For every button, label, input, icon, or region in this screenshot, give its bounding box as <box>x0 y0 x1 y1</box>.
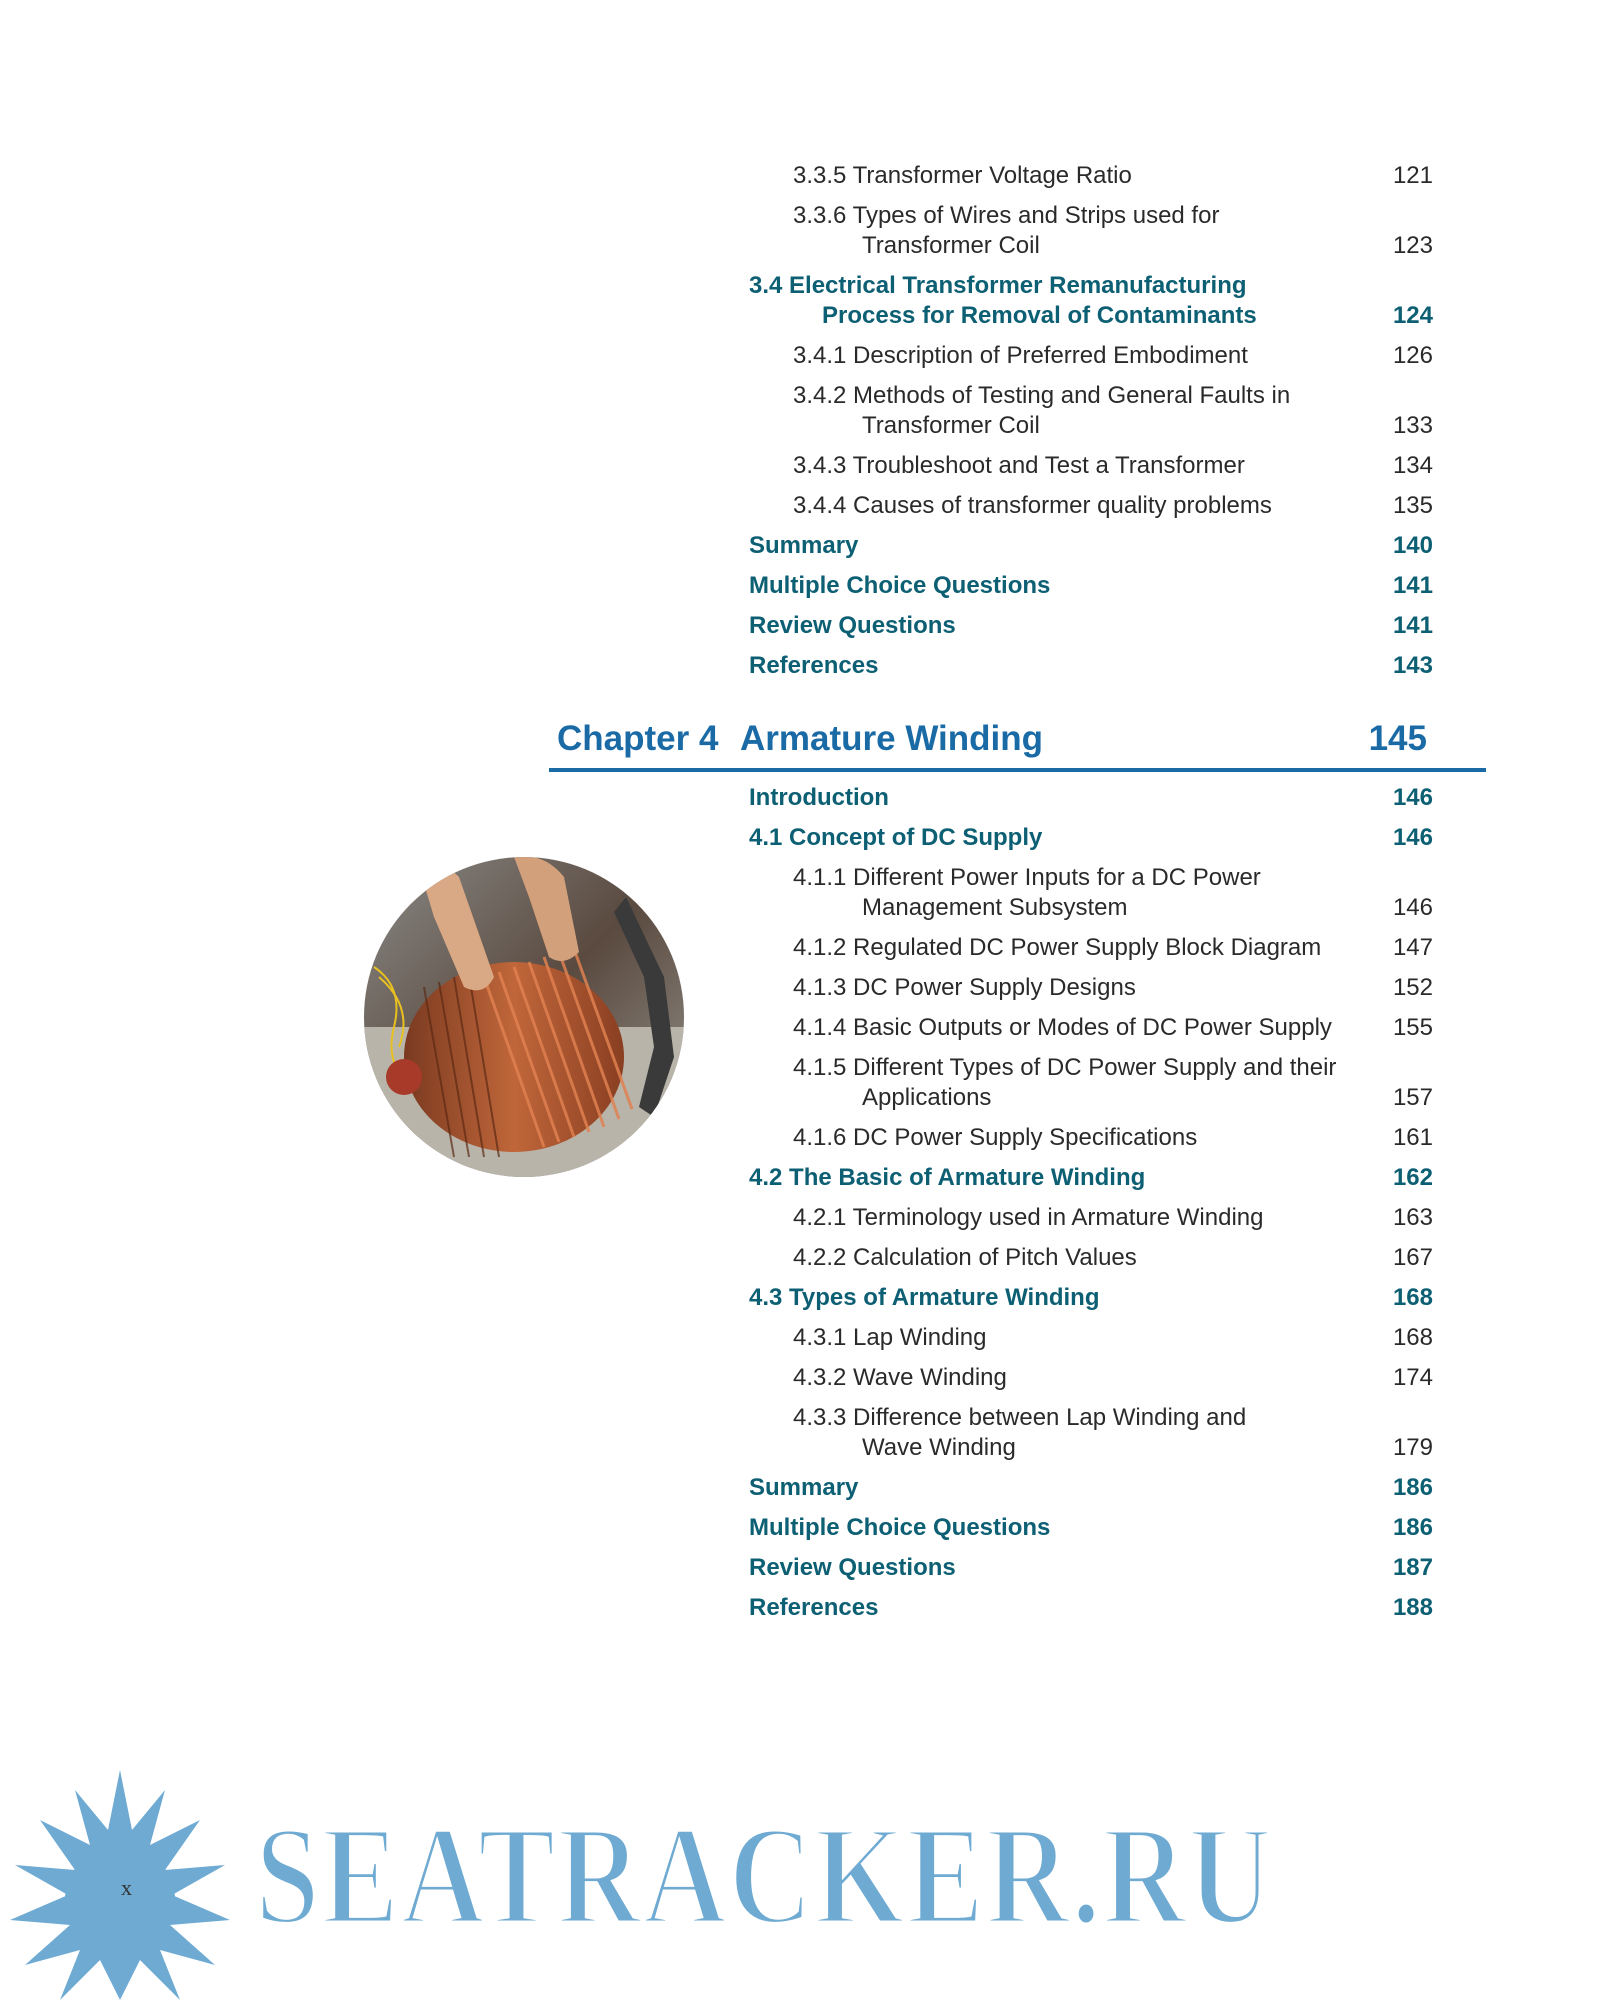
toc-entry-title <box>749 1553 1429 1583</box>
toc-entry-page-number: 147 <box>1392 934 1433 961</box>
toc-entry-title-line: Transformer Coil <box>862 412 1040 439</box>
toc-entry-title-line: Transformer Coil <box>862 232 1040 259</box>
toc-entry-title-line: 4.3 Types of Armature Winding <box>749 1284 1100 1311</box>
toc-entry-title-line: Wave Winding <box>862 1434 1016 1461</box>
toc-entry-title <box>793 863 1473 923</box>
toc-entry-title-line: 3.4.1 Description of Preferred Embodiment <box>793 342 1248 369</box>
toc-entry-title-line: 3.3.6 Types of Wires and Strips used for <box>793 202 1220 229</box>
toc-entry-title-line: Process for Removal of Contaminants <box>822 302 1257 329</box>
toc-entry-title-line: References <box>749 1594 879 1621</box>
toc-entry-title-line: 3.4.4 Causes of transformer quality problems <box>793 492 1272 519</box>
toc-entry-title <box>793 1363 1473 1393</box>
chapter-number: Chapter 4 <box>557 719 719 758</box>
toc-entry-title <box>793 1323 1473 1353</box>
toc-entry-title-line: Review Questions <box>749 1554 956 1581</box>
toc-entry-title-line: 4.2 The Basic of Armature Winding <box>749 1164 1146 1191</box>
toc-entry-page-number: 163 <box>1392 1204 1433 1231</box>
toc-entry-title-line: Multiple Choice Questions <box>749 572 1051 599</box>
toc-entry-page-number: 179 <box>1392 1434 1433 1461</box>
toc-entry-title <box>749 823 1429 853</box>
toc-entry-page-number: 141 <box>1392 612 1433 639</box>
toc-entry-title-line: 4.3.2 Wave Winding <box>793 1364 1007 1391</box>
toc-entry-title <box>793 1203 1473 1233</box>
toc-entry-title-line: Management Subsystem <box>862 894 1128 921</box>
toc-entry-title-line: 3.3.5 Transformer Voltage Ratio <box>793 162 1132 189</box>
toc-entry-title-line: Review Questions <box>749 612 956 639</box>
toc-entry-page-number: 146 <box>1392 894 1433 921</box>
toc-entry-title <box>793 1243 1473 1273</box>
toc-entry-page-number: 155 <box>1392 1014 1433 1041</box>
toc-entry-title <box>793 201 1473 261</box>
toc-entry-title <box>749 1473 1429 1503</box>
toc-entry-title <box>749 611 1429 641</box>
toc-entry-title-line: Introduction <box>749 784 889 811</box>
toc-entry-page-number: 174 <box>1392 1364 1433 1391</box>
toc-entry-page-number: 126 <box>1392 342 1433 369</box>
chapter-divider-rule <box>549 768 1486 772</box>
toc-entry-title-line: 4.1.3 DC Power Supply Designs <box>793 974 1136 1001</box>
toc-entry-title-line: 4.1.1 Different Power Inputs for a DC Power <box>793 864 1261 891</box>
toc-entry-page-number: 168 <box>1392 1324 1433 1351</box>
toc-entry-page-number: 161 <box>1392 1124 1433 1151</box>
toc-entry-title <box>749 651 1429 681</box>
toc-entry-title-line: Summary <box>749 532 859 559</box>
toc-entry-title-line: 4.1.2 Regulated DC Power Supply Block Diagram <box>793 934 1322 961</box>
toc-entry-title-line: 4.1.6 DC Power Supply Specifications <box>793 1124 1198 1151</box>
toc-entry-title <box>793 491 1473 521</box>
armature-winding-photo <box>364 857 684 1177</box>
toc-entry-page-number: 133 <box>1392 412 1433 439</box>
toc-entry-page-number: 123 <box>1392 232 1433 259</box>
chapter-heading[interactable] <box>557 716 1427 762</box>
toc-entry-page-number: 186 <box>1392 1474 1433 1501</box>
page-number: x <box>121 1875 132 1900</box>
toc-entry-title-line: 4.1.4 Basic Outputs or Modes of DC Power Supply <box>793 1014 1332 1041</box>
toc-entry-title <box>749 271 1429 331</box>
toc-entry-title-line: 4.1 Concept of DC Supply <box>749 824 1043 851</box>
toc-entry-page-number: 146 <box>1392 784 1433 811</box>
sun-burst-icon <box>10 1770 230 2000</box>
toc-entry-title-line: 4.2.1 Terminology used in Armature Winding <box>793 1204 1264 1231</box>
toc-entry-page-number: 135 <box>1392 492 1433 519</box>
toc-entry-page-number: 187 <box>1392 1554 1433 1581</box>
toc-entry-page-number: 168 <box>1392 1284 1433 1311</box>
toc-entry-title-line: Multiple Choice Questions <box>749 1514 1051 1541</box>
toc-entry-title <box>793 381 1473 441</box>
toc-entry-page-number: 146 <box>1392 824 1433 851</box>
toc-entry-page-number: 140 <box>1392 532 1433 559</box>
toc-entry-page-number: 134 <box>1392 452 1433 479</box>
toc-entry-title <box>749 1163 1429 1193</box>
toc-entry-page-number: 186 <box>1392 1514 1433 1541</box>
toc-entry-title-line: 4.3.3 Difference between Lap Winding and <box>793 1404 1247 1431</box>
toc-entry-title <box>749 531 1429 561</box>
toc-entry-title <box>793 933 1473 963</box>
toc-entry-page-number: 121 <box>1392 162 1433 189</box>
toc-entry-title <box>749 783 1429 813</box>
chapter-title: Armature Winding <box>740 719 1044 758</box>
watermark-text: SEATRACKER.RU <box>255 1796 1274 1954</box>
toc-entry-title-line: 3.4.3 Troubleshoot and Test a Transformer <box>793 452 1245 479</box>
toc-entry-page-number: 152 <box>1392 974 1433 1001</box>
toc-entry-title <box>793 341 1473 371</box>
toc-entry-page-number: 141 <box>1392 572 1433 599</box>
toc-entry-title <box>793 1053 1473 1113</box>
toc-entry-title-line: 4.2.2 Calculation of Pitch Values <box>793 1244 1137 1271</box>
toc-entry-title-line: 3.4 Electrical Transformer Remanufacturing <box>749 272 1247 299</box>
toc-entry-title <box>749 571 1429 601</box>
toc-entry-page-number: 124 <box>1392 302 1433 329</box>
toc-entry-title <box>749 1593 1429 1623</box>
toc-entry-title <box>793 1013 1473 1043</box>
toc-entry-page-number: 143 <box>1392 652 1433 679</box>
toc-entry-title <box>749 1283 1429 1313</box>
toc-entry-title <box>793 973 1473 1003</box>
toc-entry-page-number: 188 <box>1392 1594 1433 1621</box>
toc-entry-page-number: 162 <box>1392 1164 1433 1191</box>
toc-entry-page-number: 157 <box>1392 1084 1433 1111</box>
toc-entry-title <box>793 1403 1473 1463</box>
toc-entry-page-number: 167 <box>1392 1244 1433 1271</box>
toc-entry-title <box>793 451 1473 481</box>
toc-entry-title <box>749 1513 1429 1543</box>
toc-entry-title-line: References <box>749 652 879 679</box>
toc-entry-title-line: 4.3.1 Lap Winding <box>793 1324 987 1351</box>
chapter-page-number: 145 <box>1368 719 1427 758</box>
toc-entry-title-line: 3.4.2 Methods of Testing and General Faults in <box>793 382 1291 409</box>
toc-entry-title-line: Summary <box>749 1474 859 1501</box>
toc-entry-title-line: 4.1.5 Different Types of DC Power Supply and their <box>793 1054 1337 1081</box>
toc-entry-title-line: Applications <box>862 1084 992 1111</box>
toc-entry-title <box>793 161 1473 191</box>
toc-entry-title <box>793 1123 1473 1153</box>
